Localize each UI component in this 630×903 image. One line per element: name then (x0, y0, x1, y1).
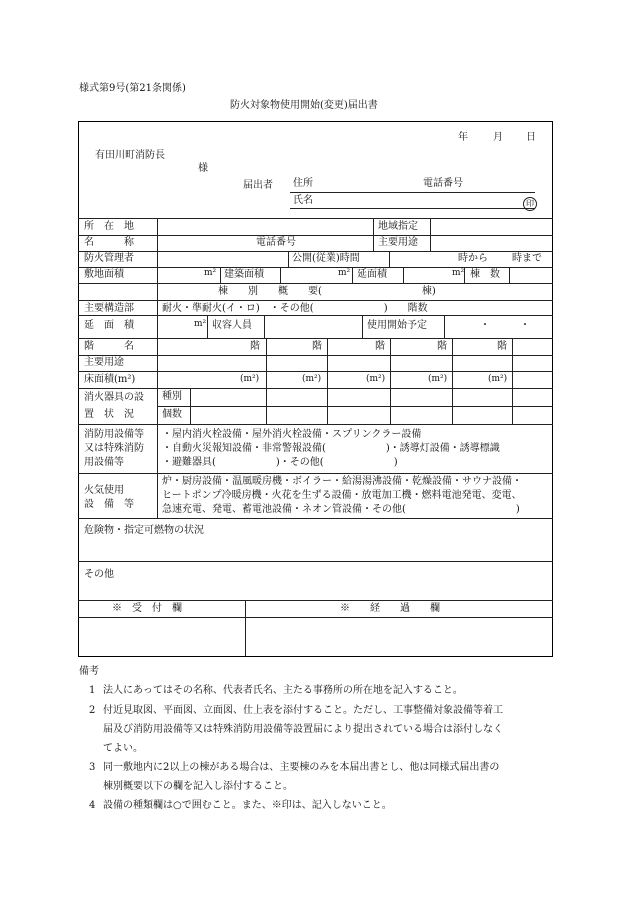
note-text: 届及び消防用設備等又は特殊消防用設備等設置届により提出されている場合は添付しなく (103, 724, 503, 735)
floor-area-unit-2: (m²) (302, 374, 322, 384)
date-month: 月 (493, 132, 503, 143)
notes-heading: 備考 (79, 666, 99, 677)
label-fire-equipment-3: 用設備等 (84, 457, 124, 468)
form-number: 様式第9号(第21条関係) (79, 83, 186, 94)
honorific: 様 (198, 163, 208, 174)
label-total-floor-area: 延 面 積 (84, 320, 134, 331)
label-from: 時から (458, 253, 488, 264)
note-text: 棟別概要以下の欄を記入し添付すること。 (103, 781, 293, 792)
floor-area-unit-4: (m²) (428, 374, 448, 384)
fire-equipment-line-1: ・屋内消火栓設備・屋外消火栓設備・スプリンクラー設備 (162, 429, 422, 440)
unit-m2-2: m² (338, 268, 351, 278)
label-to: 時まで (512, 253, 542, 264)
floor-unit-4: 階 (437, 341, 447, 352)
label-name: 名 称 (84, 237, 134, 248)
label-site-area: 敷地面積 (84, 269, 124, 280)
addressee: 有田川町消防長 (95, 150, 165, 161)
note-num: 4 (89, 800, 96, 811)
label-extinguisher-2: 置 状 況 (84, 409, 134, 420)
label-fire-use-1: 火気使用 (84, 485, 124, 496)
date-day: 日 (526, 132, 536, 143)
structure-options: 耐火・準耐火(イ・ロ) ・その他( ) 階数 (162, 303, 428, 314)
name-label: 氏名 (293, 195, 313, 206)
label-building-area: 建築面積 (224, 269, 264, 280)
page-title: 防火対象物使用開始(変更)届出書 (230, 100, 378, 111)
floor-unit-3: 階 (375, 341, 385, 352)
label-extinguisher-1: 消火器具の設 (84, 392, 144, 403)
unit-m2-4: m² (194, 319, 207, 329)
label-building-count: 棟 数 (470, 269, 500, 280)
notifier-label: 届出者 (243, 180, 273, 191)
label-hazardous: 危険物・指定可燃物の状況 (84, 525, 204, 536)
floor-area-unit-1: (m²) (240, 374, 260, 384)
floor-area-unit-5: (m²) (488, 374, 508, 384)
label-floor-area: 床面積(m²) (84, 374, 136, 385)
start-date-dots: ・ ・ (480, 320, 530, 331)
label-fire-equipment-2: 又は特殊消防 (84, 443, 144, 454)
label-main-use: 主要用途 (378, 237, 418, 248)
label-phone: 電話番号 (256, 237, 296, 248)
floor-unit-2: 階 (312, 341, 322, 352)
fire-equipment-line-3: ・避難器具( )・その他( ) (162, 457, 398, 468)
label-other: その他 (84, 569, 114, 580)
label-fire-use-2: 設 備 等 (84, 499, 134, 510)
note-text: 付近見取図、平面図、立面図、仕上表を添付すること。ただし、工事整備対象設備等着工 (103, 705, 503, 716)
phone-label: 電話番号 (423, 178, 463, 189)
label-type: 種別 (162, 391, 182, 402)
note-num: 3 (89, 762, 96, 773)
floor-area-unit-3: (m²) (366, 374, 386, 384)
note-num: 1 (89, 685, 96, 696)
progress-heading: ※ 経 過 欄 (340, 603, 440, 614)
label-fire-equipment-1: 消防用設備等 (84, 429, 144, 440)
label-count: 個数 (162, 409, 182, 420)
note-text: 設備の種類欄は○で囲むこと。また、※印は、記入しないこと。 (103, 800, 392, 811)
floor-unit-1: 階 (250, 341, 260, 352)
note-text: 同一敷地内に2以上の棟がある場合は、主要棟のみを本届出書とし、他は同様式届出書の (103, 762, 500, 773)
seal-mark: 印 (523, 193, 537, 211)
note-num: 2 (89, 705, 96, 716)
label-main-use-2: 主要用途 (84, 357, 124, 368)
fire-equipment-line-2: ・自動火災報知設備・非常警報設備( )・誘導灯設備・誘導標識 (162, 443, 500, 454)
label-structure: 主要構造部 (84, 303, 134, 314)
label-public-hours: 公開(従業)時間 (292, 253, 360, 264)
label-start-date: 使用開始予定 (367, 320, 427, 331)
address-label: 住所 (293, 178, 313, 189)
label-fire-manager: 防火管理者 (84, 253, 134, 264)
label-floor-total: 延面積 (357, 269, 387, 280)
building-summary-heading: 棟 別 概 要( 棟) (218, 286, 436, 297)
label-location: 所 在 地 (84, 221, 134, 232)
floor-unit-5: 階 (497, 341, 507, 352)
reception-heading: ※ 受 付 欄 (112, 603, 182, 614)
unit-m2-1: m² (204, 268, 217, 278)
date-year: 年 (458, 132, 468, 143)
fire-use-line-1: 炉・厨房設備・温風暖房機・ボイラー・給湯湯沸設備・乾燥設備・サウナ設備・ (162, 476, 522, 487)
unit-m2-3: m² (452, 268, 465, 278)
label-floors: 階 名 (84, 341, 134, 352)
note-text: 法人にあってはその名称、代表者氏名、主たる事務所の所在地を記入すること。 (103, 685, 463, 696)
fire-use-line-2: ヒートポンプ冷暖房機・火花を生ずる設備・放電加工機・燃料電池発電、変電、 (162, 490, 522, 501)
fire-use-line-3: 急速充電、発電、蓄電池設備・ネオン管設備・その他( ) (162, 504, 520, 515)
label-capacity: 収容人員 (212, 320, 252, 331)
note-text: てよい。 (103, 743, 143, 754)
label-area-designation: 地域指定 (378, 221, 418, 232)
